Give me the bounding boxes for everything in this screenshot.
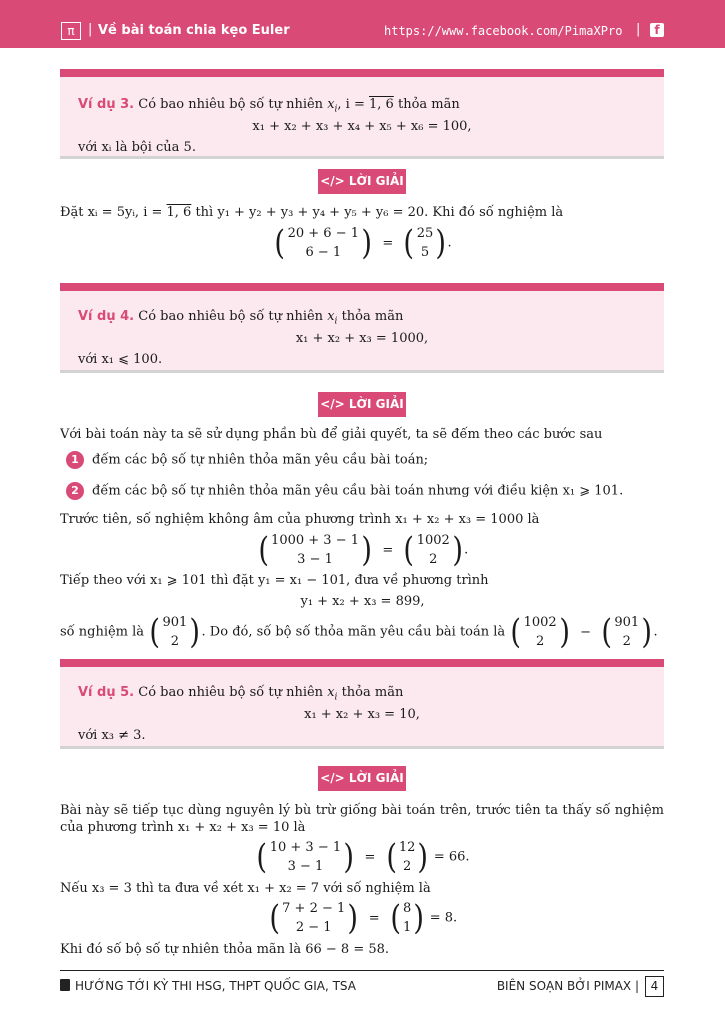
solution-4-equation: y₁ + x₂ + x₃ = 899,: [300, 594, 425, 609]
book-icon: [60, 979, 70, 991]
example-5-label: Ví dụ 5.: [78, 685, 135, 700]
solution-badge: </> LỜI GIẢI: [318, 169, 406, 194]
facebook-url-link[interactable]: https://www.facebook.com/PimaXPro: [384, 24, 623, 38]
footer-left: HƯỚNG TỚI KỲ THI HSG, THPT QUỐC GIA, TSA: [60, 979, 356, 993]
solution-4-paragraph: Tiếp theo với x₁ ⩾ 101 thì đặt y₁ = x₁ − 101, đưa về phương trình: [60, 573, 489, 588]
solution-badge: </> LỜI GIẢI: [318, 392, 406, 417]
example-3-label: Ví dụ 3.: [78, 97, 135, 112]
example-5-equation: x₁ + x₂ + x₃ = 10,: [304, 707, 420, 722]
example-4-condition: với x₁ ⩽ 100.: [78, 352, 163, 367]
footer-author: BIÊN SOẠN BỞI PIMAX |: [496, 979, 639, 993]
binomial: ( 10 + 3 − 1 3 − 1 ): [256, 837, 355, 877]
header-separator: |: [636, 22, 641, 37]
solution-3-paragraph: Đặt xᵢ = 5yᵢ, i = 1, 6 thì y₁ + y₂ + y₃ + y₄ + y₅ + y₆ = 20. Khi đó số nghiệm là: [60, 205, 564, 220]
solution-badge: </> LỜI GIẢI: [318, 766, 406, 791]
binomial: ( 1000 + 3 − 1 3 − 1 ): [258, 530, 372, 570]
pi-logo-icon: π: [61, 22, 81, 40]
example-5-box: [60, 659, 664, 746]
binomial: ( 7 + 2 − 1 2 − 1 ): [269, 898, 359, 938]
solution-5-binomial: ( 7 + 2 − 1 2 − 1 ) = ( 8 1 ) = 8.: [269, 898, 458, 938]
example-3-equation: x₁ + x₂ + x₃ + x₄ + x₅ + x₆ = 100,: [252, 119, 472, 134]
binomial: ( 901 2 ): [601, 612, 653, 652]
page-header: [0, 0, 725, 48]
solution-4-paragraph: Trước tiên, số nghiệm không âm của phương trình x₁ + x₂ + x₃ = 1000 là: [60, 512, 540, 527]
solution-4-conclusion: số nghiệm là ( 901 2 ) . Do đó, số bộ số thỏa mãn yêu cầu bài toán là ( 1002 2 ) − ( 901 2 ) .: [60, 612, 658, 652]
binomial: ( 12 2 ): [385, 837, 429, 877]
header-separator: |: [88, 22, 93, 37]
solution-4-binomial: ( 1000 + 3 − 1 3 − 1 ) = ( 1002 2 ) .: [258, 530, 469, 570]
solution-3-binomial: ( 20 + 6 − 1 6 − 1 ) = ( 25 5 ) .: [274, 223, 452, 263]
binomial: ( 8 1 ): [390, 898, 425, 938]
binomial: ( 1002 2 ): [510, 612, 570, 652]
example-3-condition: với xᵢ là bội của 5.: [78, 140, 196, 155]
solution-5-paragraph: Nếu x₃ = 3 thì ta đưa về xét x₁ + x₂ = 7 với số nghiệm là: [60, 881, 431, 896]
example-3-question: Ví dụ 3. Có bao nhiêu bộ số tự nhiên $x_i$, i = 1, 6 thỏa mãn: [78, 97, 460, 115]
document-title: Về bài toán chia kẹo Euler: [98, 23, 290, 38]
example-4-equation: x₁ + x₂ + x₃ = 1000,: [295, 331, 429, 346]
facebook-icon[interactable]: f: [650, 23, 664, 37]
example-4-label: Ví dụ 4.: [78, 309, 135, 324]
footer-divider: [60, 970, 664, 971]
solution-5-conclusion: Khi đó số bộ số tự nhiên thỏa mãn là 66 − 8 = 58.: [60, 942, 390, 957]
binomial: ( 1002 2 ): [403, 530, 463, 570]
example-3-box: [60, 69, 664, 156]
example-5-condition: với x₃ ≠ 3.: [78, 728, 146, 743]
solution-5-paragraph: Bài này sẽ tiếp tục dùng nguyên lý bù trừ giống bài toán trên, trước tiên ta thấy số nghiệm của phương trình x₁ + x₂ + x₃ = 10 là: [60, 803, 664, 835]
step-list-item: 1 đếm các bộ số tự nhiên thỏa mãn yêu cầu bài toán;: [66, 451, 428, 469]
solution-5-binomial: ( 10 + 3 − 1 3 − 1 ) = ( 12 2 ) = 66.: [256, 837, 470, 877]
binomial: ( 25 5 ): [403, 223, 447, 263]
example-5-question: Ví dụ 5. Có bao nhiêu bộ số tự nhiên $x_i$ thỏa mãn: [78, 685, 404, 703]
step-number-badge: 1: [66, 451, 84, 469]
step-number-badge: 2: [66, 482, 84, 500]
binomial: ( 901 2 ): [149, 612, 201, 652]
page-number: 4: [645, 976, 664, 997]
example-4-box: [60, 283, 664, 370]
binomial: ( 20 + 6 − 1 6 − 1 ): [274, 223, 372, 263]
example-4-question: Ví dụ 4. Có bao nhiêu bộ số tự nhiên $x_i$ thỏa mãn: [78, 309, 404, 327]
step-list-item: 2 đếm các bộ số tự nhiên thỏa mãn yêu cầu bài toán nhưng với điều kiện x₁ ⩾ 101.: [66, 482, 623, 500]
solution-4-intro: Với bài toán này ta sẽ sử dụng phần bù để giải quyết, ta sẽ đếm theo các bước sau: [60, 427, 603, 442]
